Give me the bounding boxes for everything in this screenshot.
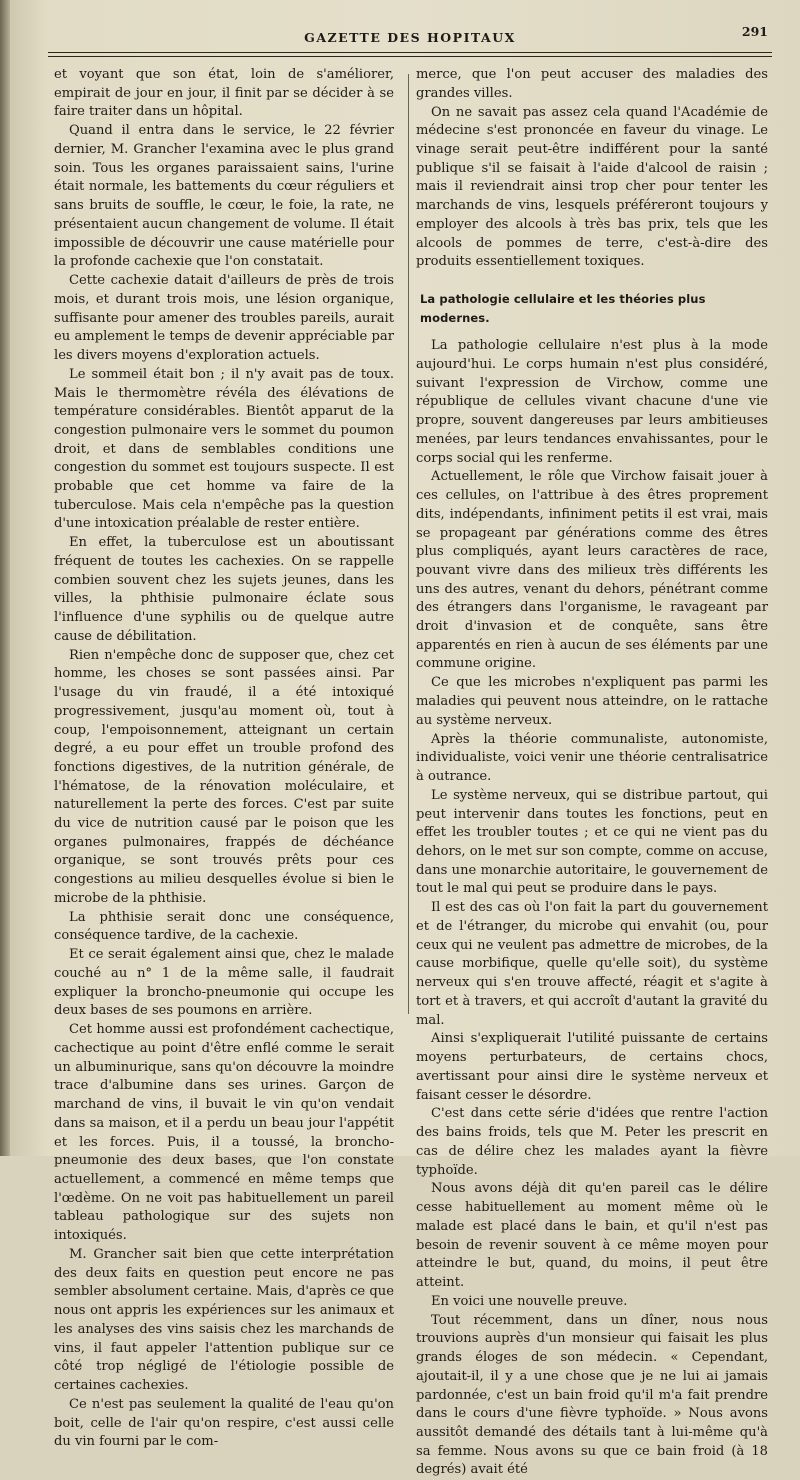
paragraph: Il est des cas où l'on fait la part du gouvernement et de l'étranger, du microbe qui envahit (ou, pour ceux qui ne veulent pas admettre de microbes, de la cause morbifique, quelle qu'elle soit), du système nerveux qui s'en trouve affecté, réagit et s'agite à tort et à travers, et qui accroît d'autant la gravité du mal. bbox=[416, 900, 768, 1028]
paragraph: Le sommeil était bon ; il n'y avait pas de toux. Mais le thermomètre révéla des élévations de température considérables. Bientôt apparut de la congestion pulmonaire vers le sommet du poumon droit, et dans de semblables conditions une congestion du sommet est toujours suspecte. Il est probable que cet homme va faire de la tuberculose. Mais cela n'empêche pas la question d'une intoxication préalable de rester entière. bbox=[54, 366, 394, 532]
left-column bbox=[54, 66, 394, 1452]
paragraph: La pathologie cellulaire n'est plus à la mode aujourd'hui. Le corps humain n'est plus considéré, suivant l'expression de Virchow, comme une république de cellules vivant chacune d'une vie propre, souvent dangereuses par leurs ambitieuses menées, par leurs tendances envahissantes, pour le corps social qui les renferme. bbox=[416, 338, 768, 466]
paragraph: et voyant que son état, loin de s'améliorer, empirait de jour en jour, il finit par se décider à se faire traiter dans un hôpital. bbox=[54, 67, 394, 120]
paragraph: En voici une nouvelle preuve. bbox=[431, 1293, 628, 1309]
paragraph: merce, que l'on peut accuser des maladies des grandes villes. bbox=[416, 67, 768, 101]
paragraph: En effet, la tuberculose est un aboutissant fréquent de toutes les cachexies. On se rappelle combien souvent chez les sujets jeunes, dans les villes, la phthisie pulmonaire éclate sous l'influence d'une syphilis ou de quelque autre cause de débilitation. bbox=[54, 535, 394, 644]
paragraph: Cet homme aussi est profondément cachectique, cachectique au point d'être enflé comme le serait un albuminurique, sans qu'on découvre la moindre trace d'albumine dans ses urines. Garçon de marchand de vins, il buvait le vin qu'on vendait dans sa maison, et il a perdu un beau jour l'appétit et les forces. Puis, il a toussé, la broncho-pneumonie des deux bases, que l'on constate actuellement, a commencé en même temps que l'œdème. On ne voit pas habituellement un pareil tableau pathologique sur des sujets non intoxiqués. bbox=[54, 1022, 394, 1244]
page-number: 291 bbox=[741, 24, 768, 39]
header-rule-bottom bbox=[48, 56, 772, 57]
paragraph: Ainsi s'expliquerait l'utilité puissante de certains moyens perturbateurs, de certains chocs, avertissant pour ainsi dire le système nerveux et faisant cesser le désordre. bbox=[416, 1031, 768, 1103]
paragraph: M. Grancher sait bien que cette interprétation des deux faits en question peut encore ne pas sembler absolument certaine. Mais, d'après ce que nous ont appris les expériences sur les animaux et les analyses des vins saisis chez les marchands de vins, il faut appeler l'attention publique sur ce côté trop négligé de l'étiologie possible de certaines cachexies. bbox=[54, 1246, 394, 1393]
paragraph: Rien n'empêche donc de supposer que, chez cet homme, les choses se sont passées ainsi. Par l'usage du vin fraudé, il a été intoxiqué progressivement, jusqu'au moment où, tout à coup, l'empoisonnement, atteignant un certain degré, a eu pour effet un trouble profond des fonctions digestives, de la nutrition générale, de l'hématose, de la rénovation moléculaire, et naturellement la perte des forces. C'est par suite du vice de nutrition causé par le poison que les organes pulmonaires, frappés de déchéance organique, se sont trouvés prêts pour ces congestions au milieu desquelles évolue si bien le microbe de la phthisie. bbox=[54, 647, 394, 906]
paragraph: Et ce serait également ainsi que, chez le malade couché au n° 1 de la même salle, il faudrait expliquer la broncho-pneumonie qui occupe les deux bases de ses poumons en arrière. bbox=[54, 947, 394, 1019]
paragraph: Cette cachexie datait d'ailleurs de près de trois mois, et durant trois mois, une lésion organique, suffisante pour amener des troubles pareils, aurait eu amplement le temps de devenir appréciable par les divers moyens d'exploration actuels. bbox=[54, 273, 394, 363]
paragraph: Le système nerveux, qui se distribue partout, qui peut intervenir dans toutes les fonctions, peut en effet les troubler toutes ; et ce qui ne vient pas du dehors, on le met sur son compte, comme on accuse, dans une monarchie autoritaire, le gouvernement de tout le mal qui peut se produire dans le pays. bbox=[416, 787, 769, 897]
journal-title: GAZETTE DES HOPITAUX bbox=[304, 30, 516, 45]
page-header bbox=[48, 22, 772, 48]
paragraph: Ce que les microbes n'expliquent pas parmi les maladies qui peuvent nous atteindre, on le rattache au système nerveux. bbox=[416, 675, 768, 728]
header-rule-top bbox=[48, 52, 772, 53]
paragraph: Après la théorie communaliste, autonomiste, individualiste, voici venir une théorie centralisatrice à outrance. bbox=[416, 731, 768, 785]
paragraph: La phthisie serait donc une conséquence, conséquence tardive, de la cachexie. bbox=[54, 909, 394, 944]
right-column bbox=[416, 66, 768, 1480]
column-separator bbox=[408, 74, 409, 1014]
paragraph: Quand il entra dans le service, le 22 février dernier, M. Grancher l'examina avec le plus grand soin. Tous les organes paraissaient sains, l'urine était normale, les battements du cœur réguliers et sans bruits de souffle, le cœur, le foie, la rate, ne présentaient aucun changement de volume. Il était impossible de découvrir une cause matérielle pour la profonde cachexie que l'on constatait. bbox=[54, 123, 394, 270]
paragraph: On ne savait pas assez cela quand l'Académie de médecine s'est prononcée en faveur du vinage. Le vinage serait peut-être indifférent pour la santé publique s'il se faisait à l'aide d'alcool de raisin ; mais il reviendrait ainsi trop cher pour tenter les marchands de vins, lesquels préféreront toujours y employer des alcools à très bas prix, tels que les alcools de pommes de terre, c'est-à-dire des produits essentiellement toxiques. bbox=[416, 104, 768, 270]
paragraph: C'est dans cette série d'idées que rentre l'action des bains froids, tels que M. Peter les prescrit en cas de délire chez les malades ayant la fièvre typhoïde. bbox=[416, 1106, 768, 1178]
paragraph: Actuellement, le rôle que Virchow faisait jouer à ces cellules, on l'attribue à des êtres proprement dits, indépendants, infiniment petits il est vrai, mais se propageant par générations comme des êtres plus compliqués, ayant leurs caractères de race, pouvant vivre dans des milieux très différents les uns des autres, venant du dehors, pénétrant comme des étrangers dans l'organisme, le ravageant par droit d'invasion et de conquête, sans être apparentés en rien à aucun de ses éléments par une commune origine. bbox=[416, 469, 768, 672]
paragraph: Tout récemment, dans un dîner, nous nous trouvions auprès d'un monsieur qui faisait les plus grands éloges de son médecin. « Cependant, ajoutait-il, il y a une chose que je ne lui ai jamais pardonnée, c'est un bain froid qu'il m'a fait prendre dans le cours d'une fièvre typhoïde. » Nous avons aussitôt demandé des détails tant à lui-même qu'à sa femme. Nous avons su que ce bain froid (à 18 degrés) avait été bbox=[416, 1312, 768, 1478]
page-spine bbox=[0, 0, 10, 1156]
section-heading: La pathologie cellulaire et les théories plus modernes. bbox=[420, 291, 706, 325]
paragraph: Ce n'est pas seulement la qualité de l'eau qu'on boit, celle de l'air qu'on respire, c'est aussi celle du vin fourni par le com- bbox=[54, 1396, 394, 1450]
paragraph: Nous avons déjà dit qu'en pareil cas le délire cesse habituellement au moment même où le malade est placé dans le bain, et qu'il n'est pas besoin de revenir souvent à ce même moyen pour atteindre le but, quand, du moins, il peut être atteint. bbox=[416, 1181, 768, 1290]
